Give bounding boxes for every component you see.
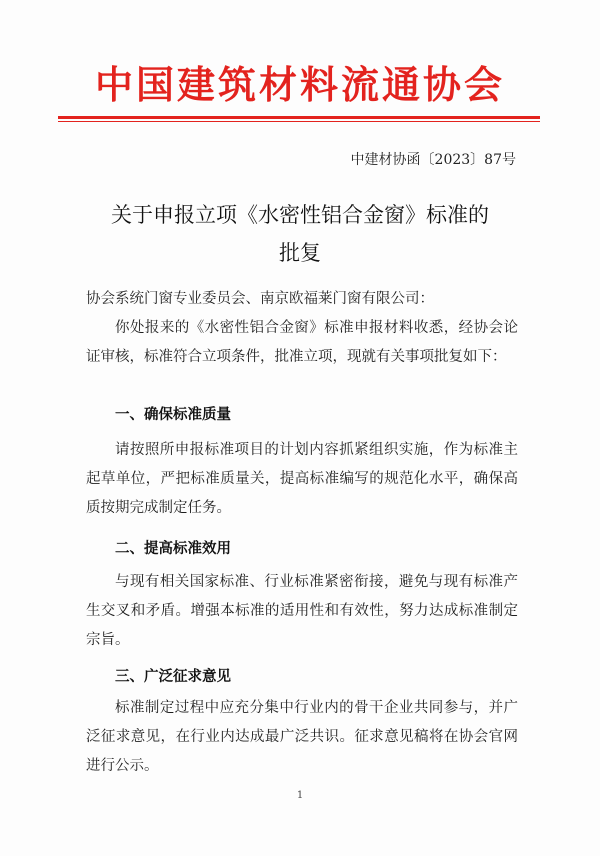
section-paragraph-1: 请按照所申报标准项目的计划内容抓紧组织实施，作为标准主起草单位，严把标准质量关，提高标准编写的规范化水平，确保高质按期完成制定任务。 [86,442,518,516]
section-paragraph-2: 与现有相关国家标准、行业标准紧密衔接，避免与现有标准产生交叉和矛盾。增强本标准的适用性和有效性，努力达成标准制定宗旨。 [86,574,518,648]
document-number: 中建材协函〔2023〕87号 [350,152,516,168]
section-heading-3: 三、广泛征求意见 [115,669,231,685]
letterhead-rule-thin [58,121,540,122]
addressee: 协会系统门窗专业委员会、南京欧福莱门窗有限公司： [86,291,434,307]
letterhead-rule-thick [58,116,540,119]
section-paragraph-3: 标准制定过程中应充分集中行业内的骨干企业共同参与，并广泛征求意见，在行业内达成最广泛共识。征求意见稿将在协会官网进行公示。 [86,700,518,774]
document-title [70,196,530,272]
section-heading-2: 二、提高标准效用 [115,541,231,557]
section-heading-1: 一、确保标准质量 [115,407,231,423]
page-number: 1 [296,790,304,801]
document-title-line-2: 批复 [279,241,321,265]
document-title-line-1: 关于申报立项《水密性铝合金窗》标准的 [111,203,489,227]
intro-paragraph: 你处报来的《水密性铝合金窗》标准申报材料收悉，经协会论证审核，标准符合立项条件，批准立项，现就有关事项批复如下： [86,320,518,365]
organization-letterhead: 中国建筑材料流通协会 [94,62,505,107]
